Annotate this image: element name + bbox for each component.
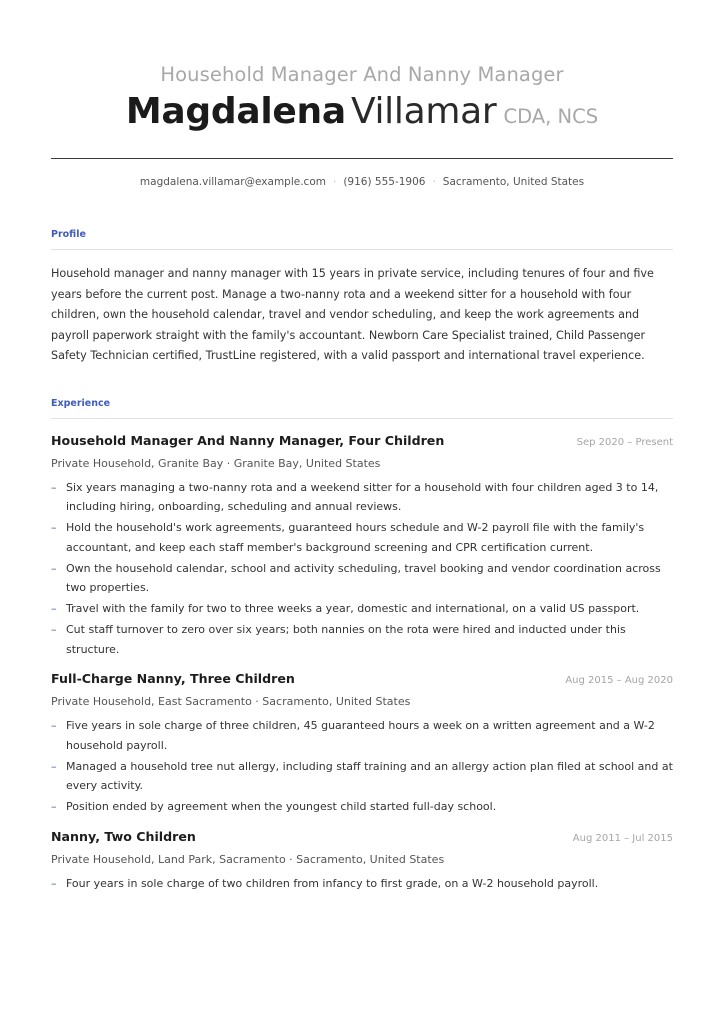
bullet-text: Travel with the family for two to three weeks a year, domestic and international, on a valid US passport. — [66, 602, 640, 615]
bullet-text: Position ended by agreement when the youngest child started full-day school. — [66, 800, 497, 813]
bullet-dash: – — [51, 876, 57, 890]
job-list — [51, 431, 673, 894]
bullet-text: Six years managing a two-nanny rota and a weekend sitter for a household with four children aged 3 to 14, including hiring, onboarding, scheduling and annual reviews. — [66, 480, 659, 513]
section-heading-experience: Experience — [51, 397, 111, 409]
job-bullet — [51, 716, 673, 755]
job-bullet — [51, 478, 673, 517]
job-title: Nanny, Two Children — [51, 828, 196, 844]
bullet-dash: – — [51, 623, 57, 636]
bullet-dash: – — [51, 759, 57, 773]
job-bullet — [51, 797, 673, 817]
job-bullets — [51, 478, 673, 660]
last-name: Villamar — [350, 91, 497, 132]
section-divider — [51, 418, 673, 419]
bullet-text: Four years in sole charge of two children from infancy to first grade, on a W-2 household payroll. — [66, 876, 599, 890]
job-header — [51, 431, 673, 453]
first-name: Magdalena — [125, 91, 346, 132]
resume-header — [51, 0, 673, 159]
bullet-text: Cut staff turnover to zero over six years; both nannies on the rota were hired and inducted under this structure. — [66, 623, 626, 656]
job-bullet — [51, 757, 673, 796]
contact-line — [51, 174, 673, 190]
header-divider — [51, 158, 673, 159]
bullet-dash: – — [51, 480, 57, 494]
job-entry — [51, 431, 673, 660]
bullet-text: Managed a household tree nut allergy, including staff training and an allergy action plan filed at school and at every activity. — [66, 759, 673, 792]
bullet-text: Hold the household's work agreements, guaranteed hours schedule and W-2 payroll file with the family's accountant, and keep each staff member's background screening and CPR certification current. — [66, 521, 645, 554]
headline: Household Manager And Nanny Manager — [160, 63, 564, 86]
section-heading-profile: Profile — [51, 229, 86, 240]
job-dates: Aug 2011 – Jul 2015 — [572, 832, 673, 844]
bullet-dash: – — [51, 521, 57, 534]
job-employer: Private Household, Granite Bay · Granite Bay, United States — [51, 456, 381, 470]
bullet-text: Five years in sole charge of three children, 45 guaranteed hours a week on a written agreement and a W-2 household payroll. — [66, 719, 655, 752]
bullet-dash: – — [51, 719, 57, 732]
job-bullets — [51, 874, 673, 894]
job-title: Household Manager And Nanny Manager, Four Children — [51, 432, 445, 448]
job-dates: Aug 2015 – Aug 2020 — [565, 675, 673, 686]
job-bullets — [51, 716, 673, 817]
contact-separator: · — [332, 176, 337, 188]
job-header — [51, 827, 673, 849]
job-title: Full-Charge Nanny, Three Children — [51, 671, 295, 686]
job-bullet — [51, 874, 673, 894]
section-divider — [51, 249, 673, 250]
job-header — [51, 669, 673, 691]
bullet-dash: – — [51, 561, 57, 575]
job-employer: Private Household, Land Park, Sacramento · Sacramento, United States — [51, 852, 445, 866]
experience-section — [51, 397, 673, 894]
contact-email[interactable]: magdalena.villamar@example.com — [139, 176, 326, 188]
bullet-dash: – — [51, 800, 57, 813]
profile-section — [51, 228, 673, 367]
job-bullet — [51, 620, 673, 659]
contact-location: Sacramento, United States — [442, 176, 585, 188]
bullet-dash: – — [51, 602, 57, 615]
job-entry — [51, 827, 673, 894]
job-bullet — [51, 559, 673, 598]
job-employer: Private Household, East Sacramento · Sacramento, United States — [51, 695, 411, 708]
contact-separator: · — [432, 176, 436, 188]
bullet-text: Own the household calendar, school and activity scheduling, travel booking and vendor coordination across two properties. — [66, 561, 661, 594]
job-dates: Sep 2020 – Present — [576, 436, 673, 448]
contact-phone[interactable]: (916) 555-1906 — [343, 176, 426, 188]
full-name — [51, 90, 673, 140]
credentials: CDA, NCS — [503, 105, 599, 128]
job-bullet — [51, 518, 673, 557]
profile-summary: Household manager and nanny manager with 15 years in private service, including tenures of four and five years before the current post. Manage a two-nanny rota and a weekend sitter for a household with four children, own the household calendar, travel and vendor scheduling, and keep the work agreements and payroll paperwork straight with the family's accountant. Newborn Care Specialist trained, Child Passenger Safety Technician certified, TrustLine registered, with a valid passport and international travel experience. — [51, 267, 654, 362]
job-bullet — [51, 599, 673, 619]
job-entry — [51, 669, 673, 817]
